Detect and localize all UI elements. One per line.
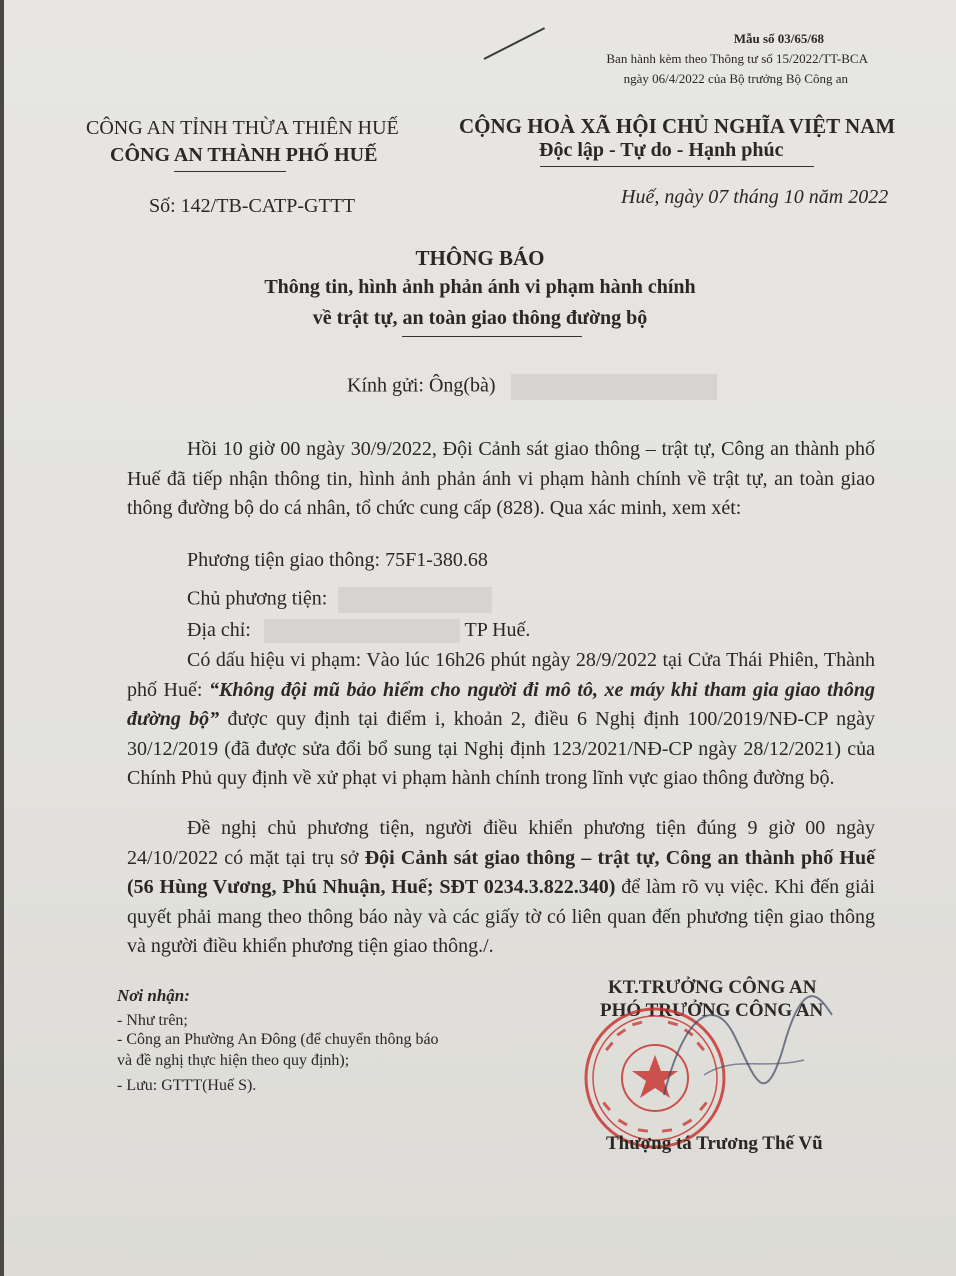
- address-tail: TP Huế.: [464, 619, 531, 641]
- form-issued-line: Ban hành kèm theo Thông tư số 15/2022/TT-BCA: [606, 51, 868, 66]
- request-rest: để làm rõ vụ việc. Khi đến giải quyết phải mang theo thông báo này và các giấy tờ có liên quan đến phương tiện giao thông và người điều khiển phương tiện giao thông./.: [127, 876, 875, 957]
- pen-stroke: [484, 27, 545, 60]
- document-title: THÔNG BÁO: [415, 246, 545, 270]
- recipients-title: Nơi nhận:: [117, 986, 190, 1005]
- request-intro: Đề nghị chủ phương tiện, người điều khiển phương tiện đúng 9 giờ 00 ngày 24/10/2022 có mặt tại trụ sở: [127, 817, 875, 869]
- signature-title-1: KT.TRƯỞNG CÔNG AN: [608, 977, 817, 998]
- greeting-text: Kính gửi: Ông(bà): [347, 374, 496, 397]
- signer-name: Thượng tá Trương Thế Vũ: [606, 1133, 823, 1154]
- recipient-item: - Như trên;: [117, 1012, 188, 1029]
- redacted-owner: [338, 587, 492, 613]
- owner-line: [187, 587, 492, 613]
- document-subtitle-2: về trật tự, an toàn giao thông đường bộ: [312, 307, 648, 329]
- recipient-item: - Lưu: GTTT(Huế S).: [117, 1077, 257, 1094]
- nation-motto: Độc lập - Tự do - Hạnh phúc: [539, 139, 784, 161]
- signature-title-2: PHÓ TRƯỞNG CÔNG AN: [600, 1000, 824, 1021]
- violation-rest: được quy định tại điểm i, khoản 2, điều 6 Nghị định 100/2019/NĐ-CP ngày 30/12/2019 (đã được sửa đổi bổ sung tại Nghị định 123/2021/NĐ-CP ngày 28/12/2021) của Chính Phủ quy định về xử phạt vi phạm hành chính trong lĩnh vực giao thông đường bộ.: [127, 708, 875, 789]
- vehicle-line: Phương tiện giao thông: 75F1-380.68: [187, 549, 488, 571]
- paragraph-report: Hồi 10 giờ 00 ngày 30/9/2022, Đội Cảnh sát giao thông – trật tự, Công an thành phố Huế đã tiếp nhận thông tin, hình ảnh phản ánh vi phạm hành chính về trật tự, an toàn giao thông đường bộ do cá nhân, tổ chức cung cấp (828). Qua xác minh, xem xét:: [127, 438, 875, 519]
- violation-quote: “Không đội mũ bảo hiểm cho người đi mô tô, xe máy khi tham gia giao thông đường bộ”: [127, 678, 875, 730]
- document-number: Số: 142/TB-CATP-GTTT: [149, 195, 356, 217]
- handwritten-signature: [644, 975, 844, 1135]
- form-code: Mẫu số 03/65/68: [733, 31, 824, 46]
- form-issued-date-line: ngày 06/4/2022 của Bộ trưởng Bộ Công an: [623, 71, 848, 86]
- org-parent: CÔNG AN TỈNH THỪA THIÊN HUẾ: [86, 117, 399, 139]
- paragraph-request: [127, 814, 875, 962]
- recipient-item: - Công an Phường An Đông (để chuyển thông báo: [117, 1031, 439, 1048]
- org-underline: [174, 171, 286, 172]
- recipient-item: và đề nghị thực hiện theo quy định);: [117, 1052, 350, 1069]
- request-place: Đội Cảnh sát giao thông – trật tự, Công an thành phố Huế (56 Hùng Vương, Phú Nhuận, Huế; SĐT 0234.3.822.340): [127, 846, 875, 898]
- violation-intro: Có dấu hiệu vi phạm: Vào lúc 16h26 phút ngày 28/9/2022 tại Cửa Thái Phiên, Thành phố Huế:: [127, 649, 875, 701]
- address-label: Địa chỉ:: [187, 619, 251, 641]
- nation-name: CỘNG HOÀ XÃ HỘI CHỦ NGHĨA VIỆT NAM: [459, 114, 896, 138]
- document-page: [4, 0, 956, 1276]
- address-line: [187, 619, 530, 643]
- document-subtitle-1: Thông tin, hình ảnh phản ánh vi phạm hành chính: [264, 276, 696, 298]
- org-name: CÔNG AN THÀNH PHỐ HUẾ: [110, 144, 378, 166]
- document-date: Huế, ngày 07 tháng 10 năm 2022: [621, 186, 889, 208]
- motto-underline: [540, 166, 814, 167]
- greeting: [347, 374, 717, 400]
- owner-label: Chủ phương tiện:: [187, 587, 328, 610]
- subtitle-underline: [402, 336, 582, 337]
- redacted-name: [511, 374, 717, 400]
- redacted-address: [264, 619, 460, 643]
- paragraph-violation: [127, 646, 875, 794]
